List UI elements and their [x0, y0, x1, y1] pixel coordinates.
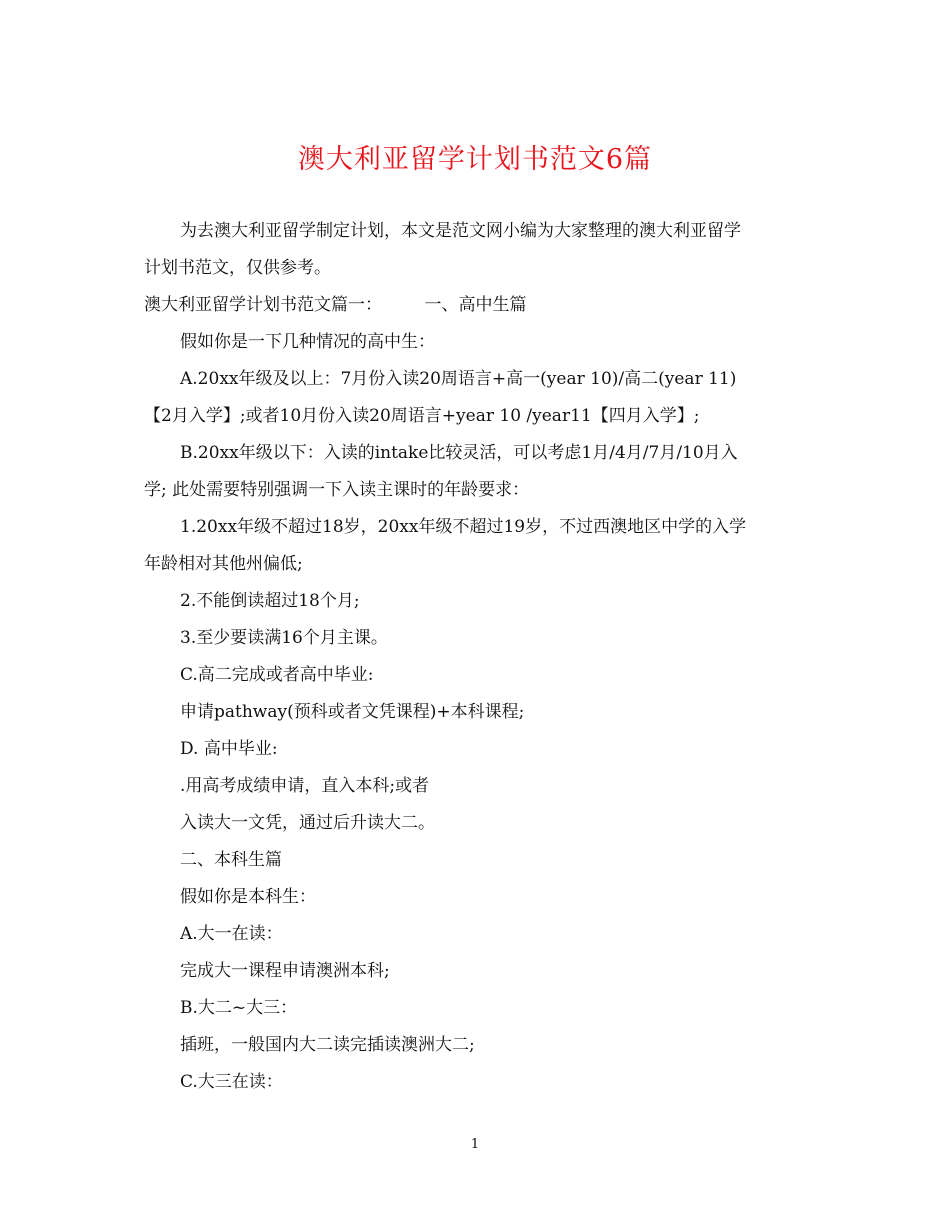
paragraph-line: 1.20xx年级不超过18岁，20xx年级不超过19岁，不过西澳地区中学的入学: [180, 517, 747, 537]
paragraph-line: 假如你是一下几种情况的高中生：: [180, 332, 435, 352]
paragraph-line: 2.不能倒读超过18个月;: [180, 591, 360, 611]
paragraph-line: C.高二完成或者高中毕业:: [180, 665, 374, 685]
paragraph-line: D. 高中毕业:: [180, 739, 278, 759]
paragraph-line: 为去澳大利亚留学制定计划，本文是范文网小编为大家整理的澳大利亚留学: [180, 221, 741, 241]
paragraph-line: C.大三在读：: [180, 1072, 283, 1092]
paragraph-line: 年龄相对其他州偏低;: [144, 554, 303, 574]
paragraph-line: A.大一在读：: [180, 924, 283, 944]
paragraph-line: A.20xx年级及以上：7月份入读20周语言+高一(year 10)/高二(year 11): [180, 369, 737, 389]
paragraph-line: 插班，一般国内大二读完插读澳洲大二;: [180, 1035, 475, 1055]
page-number: 1: [470, 1137, 480, 1152]
paragraph-line: B.大二~大三：: [180, 998, 298, 1018]
section-heading: 二、本科生篇: [180, 850, 282, 870]
paragraph-line: 3.至少要读满16个月主课。: [180, 628, 388, 648]
section-heading: 澳大利亚留学计划书范文篇一： 一、高中生篇: [144, 295, 527, 315]
document-title: 澳大利亚留学计划书范文6篇: [297, 144, 653, 175]
paragraph-line: 假如你是本科生：: [180, 887, 316, 907]
paragraph-line: 完成大一课程申请澳洲本科;: [180, 961, 390, 981]
paragraph-line: 学; 此处需要特别强调一下入读主课时的年龄要求：: [144, 480, 530, 500]
paragraph-line: .用高考成绩申请，直入本科;或者: [180, 776, 430, 796]
paragraph-line: 计划书范文，仅供参考。: [144, 258, 331, 278]
paragraph-line: 申请pathway(预科或者文凭课程)+本科课程;: [180, 702, 525, 722]
paragraph-line: B.20xx年级以下：入读的intake比较灵活，可以考虑1月/4月/7月/10月入: [180, 443, 738, 463]
paragraph-line: 【2月入学】;或者10月份入读20周语言+year 10 /year11【四月入学】;: [144, 406, 700, 426]
paragraph-line: 入读大一文凭，通过后升读大二。: [180, 813, 435, 833]
